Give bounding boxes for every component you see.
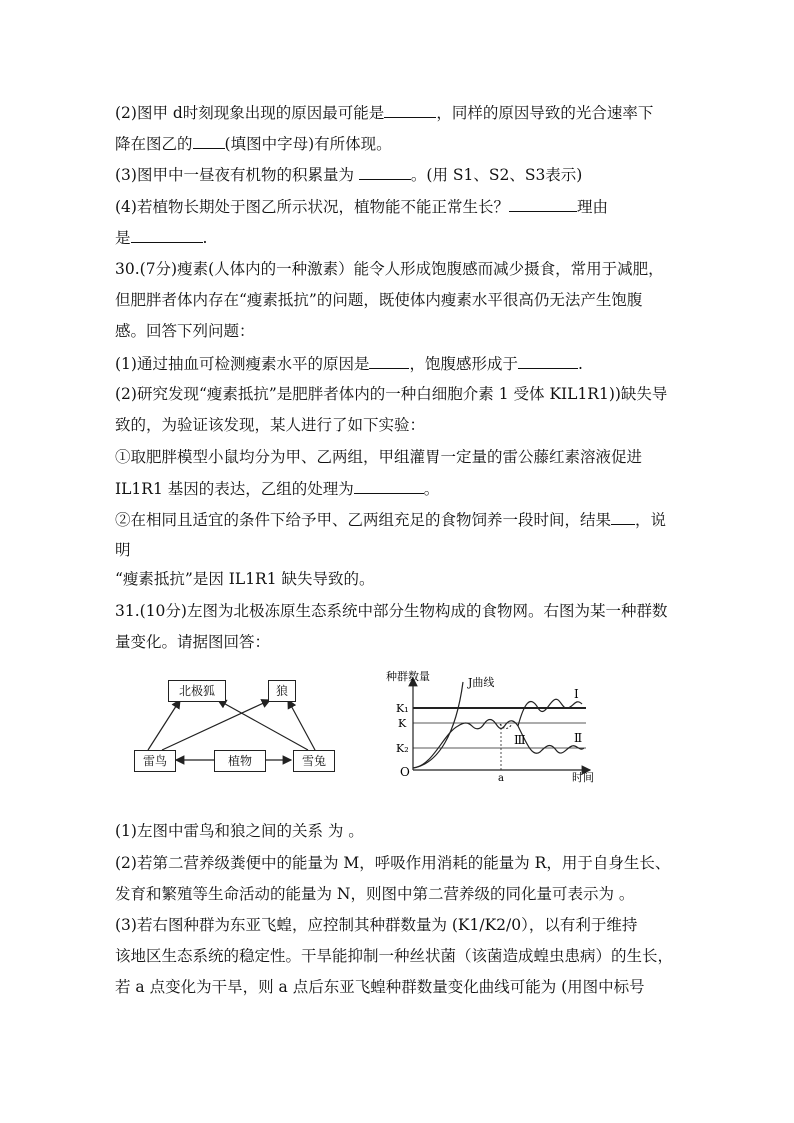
- q29-2-line1: [115, 102, 653, 123]
- text: 31.(10分)左图为北极冻原生态系统中部分生物构成的食物网。右图为某一种群数: [115, 602, 668, 620]
- answer-blank[interactable]: [359, 164, 411, 180]
- population-chart-svg: [368, 664, 620, 784]
- curve-label-2: Ⅱ: [574, 731, 583, 745]
- q29-4-line1: [115, 196, 608, 217]
- answer-blank[interactable]: [384, 102, 436, 118]
- origin-label: O: [400, 765, 410, 779]
- q30-2-line2: [115, 415, 425, 435]
- text: 是: [115, 229, 131, 247]
- population-chart: [368, 664, 620, 784]
- text: IL1R1 基因的表达，乙组的处理为: [115, 480, 354, 498]
- y-tick-k1: K₁: [396, 702, 409, 715]
- q29-3-line: [115, 164, 582, 185]
- text: 降在图乙的: [115, 135, 193, 153]
- q30-2-step2-line2: [115, 540, 131, 560]
- q31-intro-line1: [115, 601, 667, 621]
- j-curve: [413, 682, 463, 768]
- text: 感。回答下列问题：: [115, 322, 255, 340]
- text: .: [577, 355, 583, 373]
- text: 量变化。请据图回答：: [115, 633, 271, 651]
- q29-2-line2: [115, 133, 392, 154]
- curve-label-1: Ⅰ: [574, 687, 579, 701]
- q30-2-step1-line2: [115, 478, 439, 499]
- text: (2)若第二营养级粪便中的能量为 M，呼吸作用消耗的能量为 R，用于自身生长、: [115, 854, 671, 872]
- q30-2-step1-line1: [115, 447, 642, 467]
- q30-2-step2-line3: [115, 569, 375, 589]
- text: 30.(7分)瘦素(人体内的一种激素）能令人形成饱腹感而减少摄食，常用于减肥，: [115, 260, 664, 278]
- node-wolf: 狼: [268, 680, 296, 702]
- q30-1-line: [115, 353, 583, 374]
- answer-blank[interactable]: [611, 509, 635, 525]
- answer-blank[interactable]: [509, 196, 577, 212]
- q30-intro-line2: [115, 290, 642, 310]
- q30-2-line1: [115, 384, 667, 404]
- y-tick-k2: K₂: [396, 742, 409, 755]
- arrow-ptarmigan-to-arcticfox: [148, 700, 180, 750]
- text: 明: [115, 541, 131, 559]
- text: (2)图甲 d时刻现象出现的原因最可能是: [115, 104, 385, 122]
- node-plant: 植物: [214, 750, 266, 772]
- curve-label-3: Ⅲ: [514, 733, 526, 747]
- text: “瘦素抵抗”是因 IL1R1 缺失导致的。: [115, 570, 375, 588]
- text: 。: [423, 480, 440, 498]
- curve-1: [518, 699, 582, 726]
- text: ①取肥胖模型小鼠均分为甲、乙两组，甲组灌胃一定量的雷公藤红素溶液促进: [115, 448, 643, 466]
- text: ，说: [635, 511, 667, 529]
- answer-blank[interactable]: [369, 353, 409, 369]
- q31-intro-line2: [115, 632, 270, 652]
- arrow-ptarmigan-to-wolf: [162, 700, 270, 750]
- text: 该地区生态系统的稳定性。干旱能抑制一种丝状菌（该菌造成蝗虫患病）的生长，: [115, 947, 674, 965]
- text: ②在相同且适宜的条件下给予甲、乙两组充足的食物饲养一段时间，结果: [115, 511, 612, 529]
- q30-intro-line1: [115, 259, 664, 279]
- answer-blank[interactable]: [354, 478, 424, 494]
- answer-blank[interactable]: [518, 353, 578, 369]
- text: 发育和繁殖等生命活动的能量为 N，则图中第二营养级的同化量可表示为 。: [115, 885, 635, 903]
- text: (2)研究发现“瘦素抵抗”是肥胖者体内的一种白细胞介素 1 受体 KIL1R1))缺失导: [115, 385, 668, 403]
- node-ptarmigan: 雷鸟: [134, 750, 176, 772]
- text: ，饱腹感形成于: [409, 355, 518, 373]
- text: (1)通过抽血可检测瘦素水平的原因是: [115, 355, 370, 373]
- y-tick-k: K: [398, 717, 407, 730]
- y-axis-label: 种群数量: [386, 670, 430, 683]
- q30-2-step2-line1: [115, 509, 666, 530]
- text: (4)若植物长期处于图乙所示状况，植物能不能正常生长？: [115, 198, 509, 216]
- x-axis-label: 时间: [572, 771, 594, 784]
- text: .: [202, 229, 208, 247]
- q31-2-line1: [115, 853, 670, 873]
- q31-2-line2: [115, 884, 634, 904]
- text: 。(用 S1、S2、S3表示): [410, 166, 583, 184]
- answer-blank[interactable]: [131, 227, 203, 243]
- text: ，同样的原因导致的光合速率下: [436, 104, 654, 122]
- q31-3-line2: [115, 946, 673, 966]
- q31-3-line1: [115, 915, 637, 935]
- text: (3)若右图种群为东亚飞蝗，应控制其种群数量为 (K1/K2/0），以有利于维持: [115, 916, 638, 934]
- node-snowshoe-hare: 雪兔: [293, 750, 335, 772]
- x-tick-a: a: [498, 773, 504, 784]
- food-web-diagram: [130, 668, 360, 778]
- text: 理由: [576, 198, 608, 216]
- text: 但肥胖者体内存在“瘦素抵抗”的问题，既使体内瘦素水平很高仍无法产生饱腹: [115, 291, 643, 309]
- q31-3-line3: [115, 977, 645, 997]
- text: 致的，为验证该发现，某人进行了如下实验：: [115, 416, 426, 434]
- arrow-hare-to-wolf: [288, 700, 315, 750]
- answer-blank[interactable]: [193, 133, 225, 149]
- text: 若 a 点变化为干旱，则 a 点后东亚飞蝗种群数量变化曲线可能为 (用图中标号: [115, 978, 645, 996]
- node-arctic-fox: 北极狐: [168, 680, 226, 702]
- j-curve-label: J曲线: [468, 676, 495, 689]
- text: (3)图甲中一昼夜有机物的积累量为: [115, 166, 359, 184]
- q30-intro-line3: [115, 321, 255, 341]
- arrow-hare-to-arcticfox: [218, 700, 308, 750]
- text: (1)左图中雷鸟和狼之间的关系 为 。: [115, 822, 364, 840]
- q31-1-line: [115, 821, 364, 841]
- q29-4-line2: [115, 227, 207, 248]
- text: (填图中字母)有所体现。: [224, 135, 392, 153]
